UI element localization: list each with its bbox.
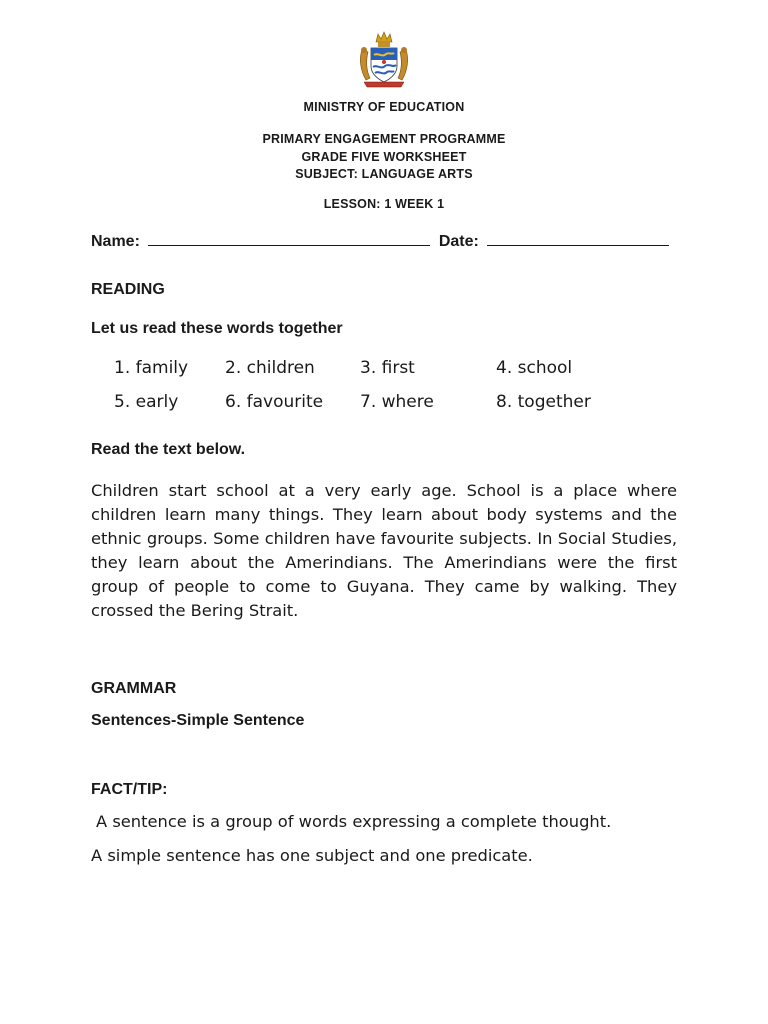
lesson-title: LESSON: 1 WEEK 1: [323, 197, 445, 211]
word-item: 7. where: [360, 392, 434, 412]
word-item: 2. children: [225, 358, 315, 378]
programme-title: PRIMARY ENGAGEMENT PROGRAMME: [262, 132, 506, 146]
word-item: 8. together: [496, 392, 591, 412]
grammar-topic: Sentences-Simple Sentence: [91, 712, 305, 729]
word-item: 3. first: [360, 358, 415, 378]
word-item: 4. school: [496, 358, 573, 378]
name-field[interactable]: [148, 230, 430, 246]
date-field[interactable]: [487, 230, 669, 246]
coat-of-arms-icon: [354, 30, 414, 90]
name-date-row: [91, 230, 669, 251]
name-label: Name:: [91, 233, 140, 250]
word-item: 5. early: [114, 392, 179, 412]
tip-line: A simple sentence has one subject and one predicate.: [91, 846, 533, 865]
ministry-title: MINISTRY OF EDUCATION: [303, 100, 465, 114]
tip-heading: FACT/TIP:: [91, 781, 168, 798]
date-label: Date:: [438, 233, 479, 250]
subject-title: SUBJECT: LANGUAGE ARTS: [295, 167, 473, 181]
word-item: 1. family: [114, 358, 189, 378]
worksheet-title: GRADE FIVE WORKSHEET: [301, 150, 467, 164]
reading-heading: READING: [91, 281, 165, 298]
reading-passage: Children start school at a very early age. School is a place where children learn many things. They learn about body systems and the ethnic groups. Some children have favourite subjects. In Social Studies, they learn about the Amerindians. The Amerindians were the first group of people to come to Guyana. They came by walking. They crossed the Bering Strait.: [91, 481, 677, 620]
text-instruction: Read the text below.: [91, 441, 246, 458]
grammar-heading: GRAMMAR: [91, 680, 177, 697]
word-item: 6. favourite: [225, 392, 324, 412]
tip-line: A sentence is a group of words expressing a complete thought.: [96, 812, 612, 831]
reading-instruction: Let us read these words together: [91, 320, 343, 337]
